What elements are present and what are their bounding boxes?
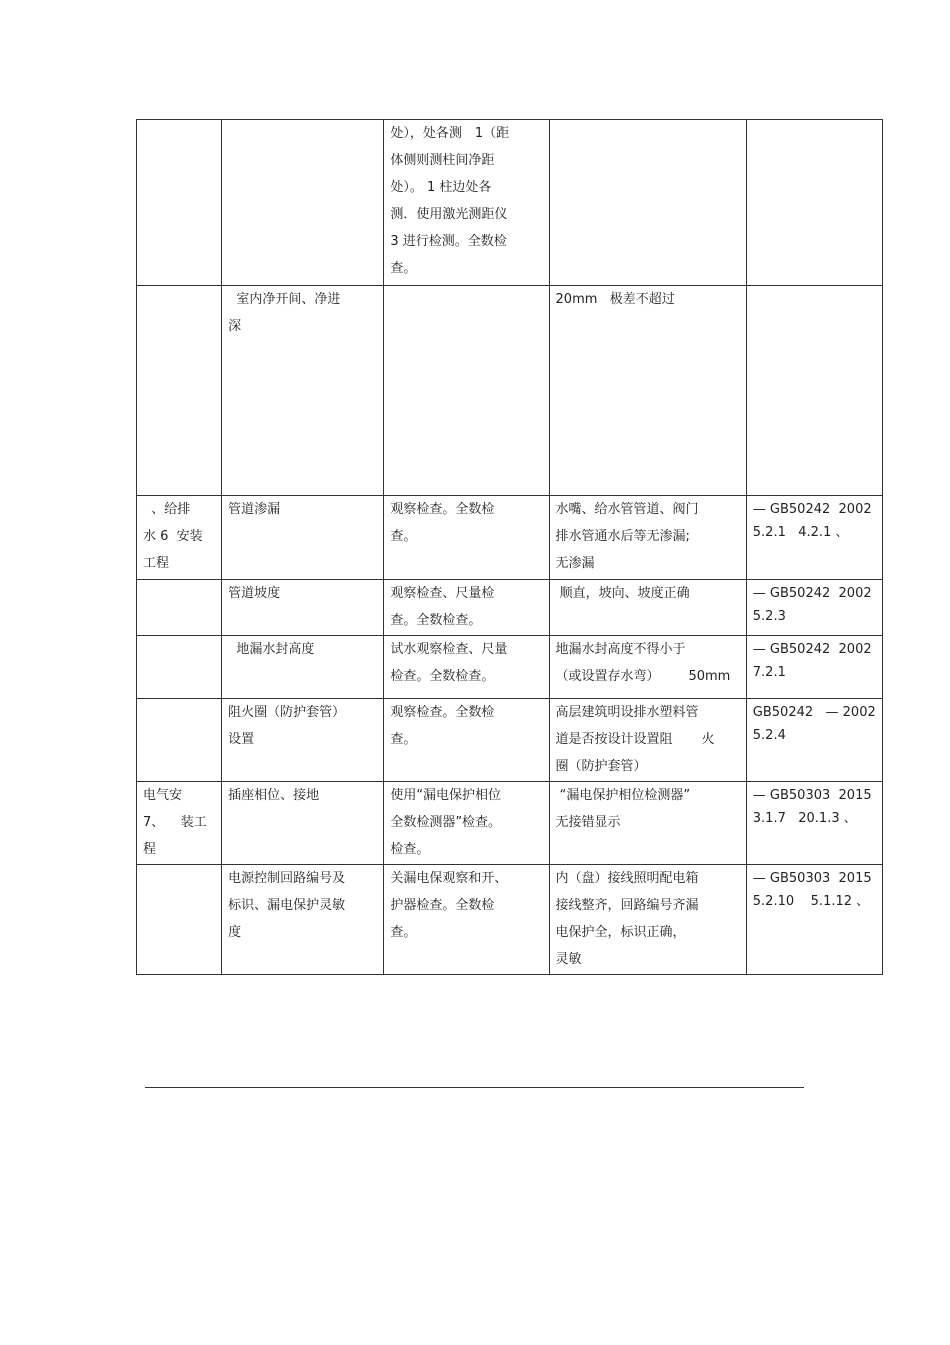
reference-cell-line: — GB50303 2015 xyxy=(752,871,872,886)
item-cell-line: 地漏水封高度 xyxy=(228,642,315,657)
standard-cell-line: 电保护全，标识正确， xyxy=(555,925,686,940)
method-cell-line: 检查。全数检查。 xyxy=(390,669,495,684)
category-cell xyxy=(137,496,222,580)
standard-cell-line: 20mm 极差不超过 xyxy=(555,292,675,307)
category-cell-line: 、给排 xyxy=(143,502,191,517)
standard-cell-line: （或设置存水弯） 50mm xyxy=(555,669,731,684)
category-cell-line: 7、 装工 xyxy=(143,815,207,830)
reference-cell-line: 5.2.3 xyxy=(752,609,786,624)
method-cell xyxy=(384,699,549,782)
item-cell-line: 电源控制回路编号及 xyxy=(228,871,346,886)
method-cell-line: 观察检查。全数检 xyxy=(390,502,495,517)
reference-cell xyxy=(746,286,882,496)
table-row xyxy=(137,865,883,975)
reference-cell-line: 5.2.1 4.2.1 、 xyxy=(752,525,849,540)
method-cell xyxy=(384,636,549,699)
item-cell xyxy=(222,286,384,496)
item-cell-line: 插座相位、接地 xyxy=(228,788,320,803)
reference-cell xyxy=(746,782,882,865)
item-cell xyxy=(222,782,384,865)
method-cell xyxy=(384,496,549,580)
category-cell xyxy=(137,782,222,865)
standard-cell xyxy=(549,496,746,580)
item-cell-line: 管道坡度 xyxy=(228,586,281,601)
category-cell xyxy=(137,865,222,975)
standard-cell xyxy=(549,782,746,865)
item-cell xyxy=(222,699,384,782)
standard-cell-line: “漏电保护相位检测器” xyxy=(555,788,691,803)
method-cell-line: 观察检查、尺量检 xyxy=(390,586,495,601)
standard-cell-line: 道是否按设计设置阻 火 xyxy=(555,732,715,747)
standard-cell-line: 灵敏 xyxy=(555,952,582,967)
item-cell-line: 管道渗漏 xyxy=(228,502,281,517)
item-cell-line: 室内净开间、净进 xyxy=(228,292,341,307)
standard-cell-line: 接线整齐，回路编号齐漏 xyxy=(555,898,699,913)
item-cell-line: 标识、漏电保护灵敏 xyxy=(228,898,346,913)
footer-rule xyxy=(145,1087,804,1088)
reference-cell-line: 5.2.10 5.1.12 、 xyxy=(752,894,870,909)
item-cell xyxy=(222,636,384,699)
method-cell-line: 3 进行检测。全数检 xyxy=(390,234,507,249)
reference-cell-line: GB50242 — 2002 xyxy=(752,705,876,720)
item-cell-line: 阻火圈（防护套管） xyxy=(228,705,346,720)
standard-cell-line: 无接错显示 xyxy=(555,815,621,830)
reference-cell-line: — GB50242 2002 xyxy=(752,502,872,517)
inspection-table-body xyxy=(137,120,883,975)
category-cell-line: 工程 xyxy=(143,556,170,571)
reference-cell-line: — GB50303 2015 xyxy=(752,788,872,803)
method-cell-line: 查。 xyxy=(390,261,417,276)
method-cell-line: 查。 xyxy=(390,925,417,940)
reference-cell xyxy=(746,865,882,975)
method-cell-line: 试水观察检查、尺量 xyxy=(390,642,508,657)
standard-cell-line: 圈（防护套管） xyxy=(555,759,647,774)
reference-cell-line: 7.2.1 xyxy=(752,665,786,680)
item-cell xyxy=(222,120,384,286)
method-cell-line: 使用“漏电保护相位 xyxy=(390,788,502,803)
method-cell-line: 测．使用激光测距仪 xyxy=(390,207,508,222)
table-row xyxy=(137,782,883,865)
method-cell-line: 护器检查。全数检 xyxy=(390,898,495,913)
item-cell-line: 度 xyxy=(228,925,242,940)
standard-cell-line: 内（盘）接线照明配电箱 xyxy=(555,871,699,886)
reference-cell xyxy=(746,120,882,286)
category-cell-line: 程 xyxy=(143,842,157,857)
reference-cell xyxy=(746,636,882,699)
standard-cell xyxy=(549,286,746,496)
reference-cell-line: 5.2.4 xyxy=(752,728,786,743)
item-cell xyxy=(222,865,384,975)
method-cell-line: 全数检测器”检查。 xyxy=(390,815,502,830)
method-cell xyxy=(384,120,549,286)
method-cell-line: 查。 xyxy=(390,732,417,747)
method-cell xyxy=(384,286,549,496)
table-row xyxy=(137,286,883,496)
table-row xyxy=(137,496,883,580)
standard-cell-line: 水嘴、给水管管道、阀门 xyxy=(555,502,699,517)
category-cell xyxy=(137,636,222,699)
reference-cell-line: — GB50242 2002 xyxy=(752,586,872,601)
method-cell-line: 观察检查。全数检 xyxy=(390,705,495,720)
method-cell xyxy=(384,865,549,975)
reference-cell xyxy=(746,496,882,580)
standard-cell xyxy=(549,580,746,636)
table-row xyxy=(137,120,883,286)
category-cell xyxy=(137,580,222,636)
method-cell-line: 查。 xyxy=(390,529,417,544)
standard-cell-line: 顺直，坡向、坡度正确 xyxy=(555,586,690,601)
reference-cell xyxy=(746,699,882,782)
category-cell-line: 电气安 xyxy=(143,788,183,803)
table-row xyxy=(137,580,883,636)
method-cell-line: 体侧则测柱间净距 xyxy=(390,153,495,168)
method-cell-line: 处）。 1 柱边处各 xyxy=(390,180,492,195)
item-cell-line: 深 xyxy=(228,319,242,334)
standard-cell xyxy=(549,120,746,286)
method-cell xyxy=(384,580,549,636)
table-row xyxy=(137,636,883,699)
standard-cell xyxy=(549,699,746,782)
method-cell-line: 查。全数检查。 xyxy=(390,613,482,628)
category-cell-line: 水 6 安装 xyxy=(143,529,203,544)
item-cell xyxy=(222,580,384,636)
reference-cell-line: 3.1.7 20.1.3 、 xyxy=(752,811,857,826)
method-cell-line: 处），处各测 1（距 xyxy=(390,126,510,141)
standard-cell-line: 无渗漏 xyxy=(555,556,595,571)
standard-cell-line: 高层建筑明设排水塑料管 xyxy=(555,705,699,720)
standard-cell-line: 排水管通水后等无渗漏; xyxy=(555,529,690,544)
inspection-table xyxy=(136,119,883,975)
standard-cell xyxy=(549,865,746,975)
standard-cell xyxy=(549,636,746,699)
reference-cell xyxy=(746,580,882,636)
category-cell xyxy=(137,699,222,782)
item-cell xyxy=(222,496,384,580)
method-cell-line: 检查。 xyxy=(390,842,430,857)
category-cell xyxy=(137,120,222,286)
category-cell xyxy=(137,286,222,496)
table-row xyxy=(137,699,883,782)
item-cell-line: 设置 xyxy=(228,732,255,747)
method-cell xyxy=(384,782,549,865)
reference-cell-line: — GB50242 2002 xyxy=(752,642,872,657)
method-cell-line: 关漏电保观察和开、 xyxy=(390,871,508,886)
standard-cell-line: 地漏水封高度不得小于 xyxy=(555,642,686,657)
